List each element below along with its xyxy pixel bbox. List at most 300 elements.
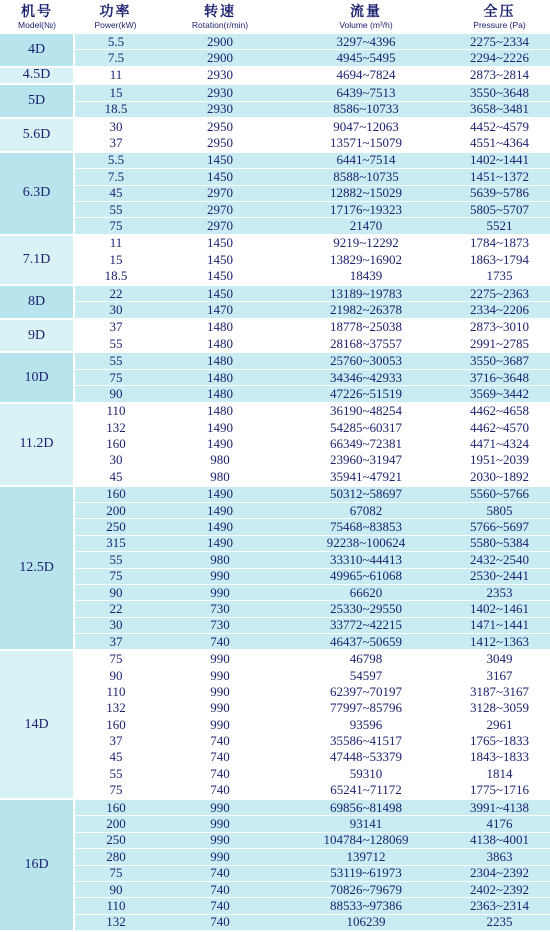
table-row — [0, 634, 550, 651]
volume-cell: 28168~37557 — [283, 336, 449, 353]
table-row — [0, 118, 550, 135]
volume-cell: 25330~29550 — [283, 601, 449, 617]
volume-cell: 92238~100624 — [283, 535, 449, 551]
rotation-cell: 2950 — [157, 135, 283, 152]
model-cell: 5D — [0, 84, 74, 118]
volume-cell: 62397~70197 — [283, 684, 449, 700]
volume-cell: 69856~81498 — [283, 799, 449, 816]
table-row — [0, 135, 550, 152]
header-volume-en: Volume (m³/h) — [339, 20, 393, 30]
volume-cell: 8588~10735 — [283, 169, 449, 185]
volume-cell: 4694~7824 — [283, 67, 449, 84]
rotation-cell: 2900 — [157, 50, 283, 67]
table-row — [0, 268, 550, 285]
table-row — [0, 914, 550, 931]
volume-cell: 36190~48254 — [283, 403, 449, 420]
volume-cell: 3297~4396 — [283, 34, 449, 50]
volume-cell: 46798 — [283, 650, 449, 667]
power-cell: 280 — [74, 849, 157, 865]
volume-cell: 12882~15029 — [283, 185, 449, 201]
table-row — [0, 169, 550, 185]
pressure-cell: 5580~5384 — [449, 535, 550, 551]
volume-cell: 139712 — [283, 849, 449, 865]
rotation-cell: 1480 — [157, 369, 283, 385]
pressure-cell: 5766~5697 — [449, 519, 550, 535]
pressure-cell: 1863~1794 — [449, 252, 550, 268]
pressure-cell: 3550~3648 — [449, 84, 550, 101]
volume-cell: 104784~128069 — [283, 832, 449, 848]
model-cell: 8D — [0, 285, 74, 319]
power-cell: 75 — [74, 218, 157, 235]
table-row — [0, 352, 550, 369]
pressure-cell: 4551~4364 — [449, 135, 550, 152]
table-row — [0, 865, 550, 881]
power-cell: 45 — [74, 749, 157, 765]
rotation-cell: 990 — [157, 717, 283, 733]
table-row — [0, 185, 550, 201]
power-cell: 75 — [74, 650, 157, 667]
table-row — [0, 667, 550, 683]
rotation-cell: 2930 — [157, 101, 283, 118]
pressure-cell: 4462~4570 — [449, 419, 550, 435]
rotation-cell: 1490 — [157, 519, 283, 535]
rotation-cell: 1490 — [157, 436, 283, 452]
volume-cell: 75468~83853 — [283, 519, 449, 535]
header-model-zh: 机号 — [21, 4, 53, 20]
rotation-cell: 990 — [157, 650, 283, 667]
power-cell: 30 — [74, 452, 157, 468]
header-rotation — [157, 0, 283, 34]
rotation-cell: 990 — [157, 849, 283, 865]
power-cell: 200 — [74, 502, 157, 518]
pressure-cell: 1471~1441 — [449, 617, 550, 633]
table-row — [0, 67, 550, 84]
volume-cell: 106239 — [283, 914, 449, 931]
table-body — [0, 34, 550, 931]
pressure-cell: 3658~3481 — [449, 101, 550, 118]
power-cell: 315 — [74, 535, 157, 551]
pressure-cell: 5521 — [449, 218, 550, 235]
pressure-cell: 4138~4001 — [449, 832, 550, 848]
table-row — [0, 568, 550, 584]
rotation-cell: 1450 — [157, 152, 283, 169]
table-row — [0, 717, 550, 733]
power-cell: 110 — [74, 403, 157, 420]
table-row — [0, 386, 550, 403]
volume-cell: 54597 — [283, 667, 449, 683]
model-cell: 11.2D — [0, 403, 74, 486]
table-row — [0, 201, 550, 217]
table-row — [0, 403, 550, 420]
table-row — [0, 519, 550, 535]
volume-cell: 6439~7513 — [283, 84, 449, 101]
rotation-cell: 1450 — [157, 235, 283, 252]
rotation-cell: 740 — [157, 782, 283, 799]
table-row — [0, 452, 550, 468]
power-cell: 110 — [74, 684, 157, 700]
pressure-cell: 1775~1716 — [449, 782, 550, 799]
rotation-cell: 990 — [157, 816, 283, 832]
model-cell: 4.5D — [0, 67, 74, 84]
pressure-cell: 2530~2441 — [449, 568, 550, 584]
volume-cell: 21982~26378 — [283, 302, 449, 319]
rotation-cell: 1450 — [157, 252, 283, 268]
pressure-cell: 4471~4324 — [449, 436, 550, 452]
table-row — [0, 552, 550, 568]
rotation-cell: 980 — [157, 552, 283, 568]
rotation-cell: 1480 — [157, 336, 283, 353]
volume-cell: 35941~47921 — [283, 469, 449, 486]
table-row — [0, 799, 550, 816]
power-cell: 160 — [74, 799, 157, 816]
pressure-cell: 2873~3010 — [449, 319, 550, 336]
table-row — [0, 486, 550, 503]
volume-cell: 47226~51519 — [283, 386, 449, 403]
table-row — [0, 336, 550, 353]
volume-cell: 53119~61973 — [283, 865, 449, 881]
volume-cell: 59310 — [283, 766, 449, 782]
header-pressure — [449, 0, 550, 34]
volume-cell: 47448~53379 — [283, 749, 449, 765]
header-power — [74, 0, 157, 34]
power-cell: 250 — [74, 519, 157, 535]
power-cell: 160 — [74, 717, 157, 733]
pressure-cell: 1784~1873 — [449, 235, 550, 252]
rotation-cell: 2930 — [157, 67, 283, 84]
power-cell: 200 — [74, 816, 157, 832]
model-cell: 4D — [0, 34, 74, 67]
rotation-cell: 1450 — [157, 285, 283, 302]
power-cell: 75 — [74, 865, 157, 881]
power-cell: 132 — [74, 914, 157, 931]
table-row — [0, 601, 550, 617]
volume-cell: 13829~16902 — [283, 252, 449, 268]
pressure-cell: 3863 — [449, 849, 550, 865]
pressure-cell: 1951~2039 — [449, 452, 550, 468]
table-row — [0, 101, 550, 118]
volume-cell: 46437~50659 — [283, 634, 449, 651]
pressure-cell: 1735 — [449, 268, 550, 285]
model-cell: 9D — [0, 319, 74, 353]
power-cell: 90 — [74, 584, 157, 600]
power-cell: 22 — [74, 601, 157, 617]
rotation-cell: 740 — [157, 914, 283, 931]
table-row — [0, 584, 550, 600]
rotation-cell: 990 — [157, 684, 283, 700]
power-cell: 5.5 — [74, 152, 157, 169]
table-row — [0, 302, 550, 319]
table-row — [0, 252, 550, 268]
power-cell: 160 — [74, 436, 157, 452]
pressure-cell: 2235 — [449, 914, 550, 931]
power-cell: 110 — [74, 898, 157, 914]
rotation-cell: 990 — [157, 799, 283, 816]
power-cell: 37 — [74, 733, 157, 749]
power-cell: 11 — [74, 235, 157, 252]
table-row — [0, 849, 550, 865]
rotation-cell: 990 — [157, 700, 283, 716]
pressure-cell: 1814 — [449, 766, 550, 782]
rotation-cell: 990 — [157, 584, 283, 600]
power-cell: 7.5 — [74, 50, 157, 67]
pressure-cell: 2991~2785 — [449, 336, 550, 353]
table-row — [0, 419, 550, 435]
header-pressure-zh: 全压 — [483, 4, 516, 20]
pressure-cell: 4452~4579 — [449, 118, 550, 135]
model-cell: 7.1D — [0, 235, 74, 285]
volume-cell: 35586~41517 — [283, 733, 449, 749]
table-row — [0, 749, 550, 765]
power-cell: 75 — [74, 568, 157, 584]
power-cell: 15 — [74, 252, 157, 268]
pressure-cell: 1402~1461 — [449, 601, 550, 617]
rotation-cell: 980 — [157, 469, 283, 486]
header-power-zh: 功率 — [99, 4, 132, 20]
power-cell: 75 — [74, 782, 157, 799]
table-row — [0, 782, 550, 799]
table-row — [0, 285, 550, 302]
model-cell: 6.3D — [0, 152, 74, 235]
rotation-cell: 990 — [157, 568, 283, 584]
table-row — [0, 218, 550, 235]
pressure-cell: 1451~1372 — [449, 169, 550, 185]
table-row — [0, 535, 550, 551]
power-cell: 160 — [74, 486, 157, 503]
volume-cell: 18439 — [283, 268, 449, 285]
header-rotation-zh: 转速 — [204, 4, 236, 20]
power-cell: 7.5 — [74, 169, 157, 185]
pressure-cell: 1765~1833 — [449, 733, 550, 749]
rotation-cell: 2950 — [157, 118, 283, 135]
pressure-cell: 1402~1441 — [449, 152, 550, 169]
rotation-cell: 740 — [157, 865, 283, 881]
table-row — [0, 881, 550, 897]
table-row — [0, 34, 550, 50]
pressure-cell: 2353 — [449, 584, 550, 600]
table-row — [0, 650, 550, 667]
volume-cell: 6441~7514 — [283, 152, 449, 169]
power-cell: 30 — [74, 118, 157, 135]
volume-cell: 93596 — [283, 717, 449, 733]
rotation-cell: 730 — [157, 617, 283, 633]
pressure-cell: 1843~1833 — [449, 749, 550, 765]
pressure-cell: 3128~3059 — [449, 700, 550, 716]
power-cell: 250 — [74, 832, 157, 848]
table-row — [0, 733, 550, 749]
power-cell: 30 — [74, 617, 157, 633]
header-volume-zh: 流量 — [350, 4, 382, 20]
rotation-cell: 1480 — [157, 319, 283, 336]
pressure-cell: 2275~2334 — [449, 34, 550, 50]
table-row — [0, 436, 550, 452]
volume-cell: 9047~12063 — [283, 118, 449, 135]
volume-cell: 77997~85796 — [283, 700, 449, 716]
model-cell: 14D — [0, 650, 74, 799]
power-cell: 18.5 — [74, 268, 157, 285]
pressure-cell: 5560~5766 — [449, 486, 550, 503]
volume-cell: 66620 — [283, 584, 449, 600]
pressure-cell: 1412~1363 — [449, 634, 550, 651]
table-header — [0, 0, 550, 34]
rotation-cell: 1480 — [157, 386, 283, 403]
pressure-cell: 3716~3648 — [449, 369, 550, 385]
pressure-cell: 5639~5786 — [449, 185, 550, 201]
power-cell: 90 — [74, 667, 157, 683]
table-row — [0, 235, 550, 252]
volume-cell: 21470 — [283, 218, 449, 235]
pressure-cell: 3049 — [449, 650, 550, 667]
power-cell: 45 — [74, 469, 157, 486]
power-cell: 55 — [74, 201, 157, 217]
power-cell: 37 — [74, 634, 157, 651]
volume-cell: 93141 — [283, 816, 449, 832]
rotation-cell: 990 — [157, 667, 283, 683]
pressure-cell: 2294~2226 — [449, 50, 550, 67]
volume-cell: 25760~30053 — [283, 352, 449, 369]
volume-cell: 49965~61068 — [283, 568, 449, 584]
rotation-cell: 2970 — [157, 218, 283, 235]
header-power-en: Power(kW) — [94, 20, 137, 30]
table-row — [0, 898, 550, 914]
power-cell: 22 — [74, 285, 157, 302]
rotation-cell: 740 — [157, 766, 283, 782]
rotation-cell: 1490 — [157, 419, 283, 435]
table-row — [0, 319, 550, 336]
rotation-cell: 2900 — [157, 34, 283, 50]
header-volume — [283, 0, 449, 34]
table-row — [0, 469, 550, 486]
table-row — [0, 502, 550, 518]
header-model-en: Model(№) — [18, 20, 56, 30]
power-cell: 37 — [74, 319, 157, 336]
rotation-cell: 980 — [157, 452, 283, 468]
volume-cell: 17176~19323 — [283, 201, 449, 217]
table-row — [0, 766, 550, 782]
volume-cell: 33772~42215 — [283, 617, 449, 633]
power-cell: 5.5 — [74, 34, 157, 50]
power-cell: 55 — [74, 766, 157, 782]
pressure-cell: 2304~2392 — [449, 865, 550, 881]
table-row — [0, 84, 550, 101]
rotation-cell: 740 — [157, 881, 283, 897]
header-row — [0, 0, 550, 34]
volume-cell: 70826~79679 — [283, 881, 449, 897]
pressure-cell: 2402~2392 — [449, 881, 550, 897]
pressure-cell: 3569~3442 — [449, 386, 550, 403]
power-cell: 132 — [74, 700, 157, 716]
volume-cell: 65241~71172 — [283, 782, 449, 799]
header-pressure-en: Pressure (Pa) — [473, 20, 526, 30]
rotation-cell: 2930 — [157, 84, 283, 101]
rotation-cell: 740 — [157, 634, 283, 651]
pressure-cell: 2961 — [449, 717, 550, 733]
table-row — [0, 369, 550, 385]
rotation-cell: 990 — [157, 832, 283, 848]
rotation-cell: 1490 — [157, 502, 283, 518]
rotation-cell: 740 — [157, 749, 283, 765]
volume-cell: 67082 — [283, 502, 449, 518]
power-cell: 11 — [74, 67, 157, 84]
rotation-cell: 2970 — [157, 201, 283, 217]
table-row — [0, 832, 550, 848]
volume-cell: 4945~5495 — [283, 50, 449, 67]
power-cell: 18.5 — [74, 101, 157, 118]
header-rotation-en: Rotation(r/min) — [191, 20, 249, 30]
pressure-cell: 3187~3167 — [449, 684, 550, 700]
power-cell: 45 — [74, 185, 157, 201]
table-row — [0, 684, 550, 700]
power-cell: 55 — [74, 352, 157, 369]
pressure-cell: 2030~1892 — [449, 469, 550, 486]
rotation-cell: 740 — [157, 733, 283, 749]
rotation-cell: 740 — [157, 898, 283, 914]
rotation-cell: 1470 — [157, 302, 283, 319]
power-cell: 132 — [74, 419, 157, 435]
volume-cell: 18778~25038 — [283, 319, 449, 336]
model-cell: 16D — [0, 799, 74, 931]
power-cell: 55 — [74, 336, 157, 353]
table-row — [0, 152, 550, 169]
power-cell: 55 — [74, 552, 157, 568]
pressure-cell: 4462~4658 — [449, 403, 550, 420]
rotation-cell: 1490 — [157, 535, 283, 551]
table-row — [0, 816, 550, 832]
pressure-cell: 2275~2363 — [449, 285, 550, 302]
power-cell: 37 — [74, 135, 157, 152]
rotation-cell: 1450 — [157, 169, 283, 185]
pressure-cell: 2334~2206 — [449, 302, 550, 319]
volume-cell: 34346~42933 — [283, 369, 449, 385]
rotation-cell: 1480 — [157, 403, 283, 420]
table-row — [0, 50, 550, 67]
model-cell: 10D — [0, 352, 74, 402]
power-cell: 90 — [74, 386, 157, 403]
pressure-cell: 2873~2814 — [449, 67, 550, 84]
pressure-cell: 2363~2314 — [449, 898, 550, 914]
pressure-cell: 3167 — [449, 667, 550, 683]
volume-cell: 13571~15079 — [283, 135, 449, 152]
header-model — [0, 0, 74, 34]
rotation-cell: 2970 — [157, 185, 283, 201]
volume-cell: 66349~72381 — [283, 436, 449, 452]
rotation-cell: 1490 — [157, 486, 283, 503]
rotation-cell: 730 — [157, 601, 283, 617]
volume-cell: 88533~97386 — [283, 898, 449, 914]
pressure-cell: 4176 — [449, 816, 550, 832]
table-row — [0, 700, 550, 716]
volume-cell: 50312~58697 — [283, 486, 449, 503]
pressure-cell: 2432~2540 — [449, 552, 550, 568]
volume-cell: 8586~10733 — [283, 101, 449, 118]
pressure-cell: 5805~5707 — [449, 201, 550, 217]
pressure-cell: 3991~4138 — [449, 799, 550, 816]
pressure-cell: 3550~3687 — [449, 352, 550, 369]
power-cell: 15 — [74, 84, 157, 101]
volume-cell: 33310~44413 — [283, 552, 449, 568]
pressure-cell: 5805 — [449, 502, 550, 518]
table-row — [0, 617, 550, 633]
volume-cell: 13189~19783 — [283, 285, 449, 302]
rotation-cell: 1450 — [157, 268, 283, 285]
rotation-cell: 1480 — [157, 352, 283, 369]
volume-cell: 54285~60317 — [283, 419, 449, 435]
model-cell: 12.5D — [0, 486, 74, 651]
model-cell: 5.6D — [0, 118, 74, 152]
power-cell: 30 — [74, 302, 157, 319]
volume-cell: 23960~31947 — [283, 452, 449, 468]
power-cell: 75 — [74, 369, 157, 385]
power-cell: 90 — [74, 881, 157, 897]
